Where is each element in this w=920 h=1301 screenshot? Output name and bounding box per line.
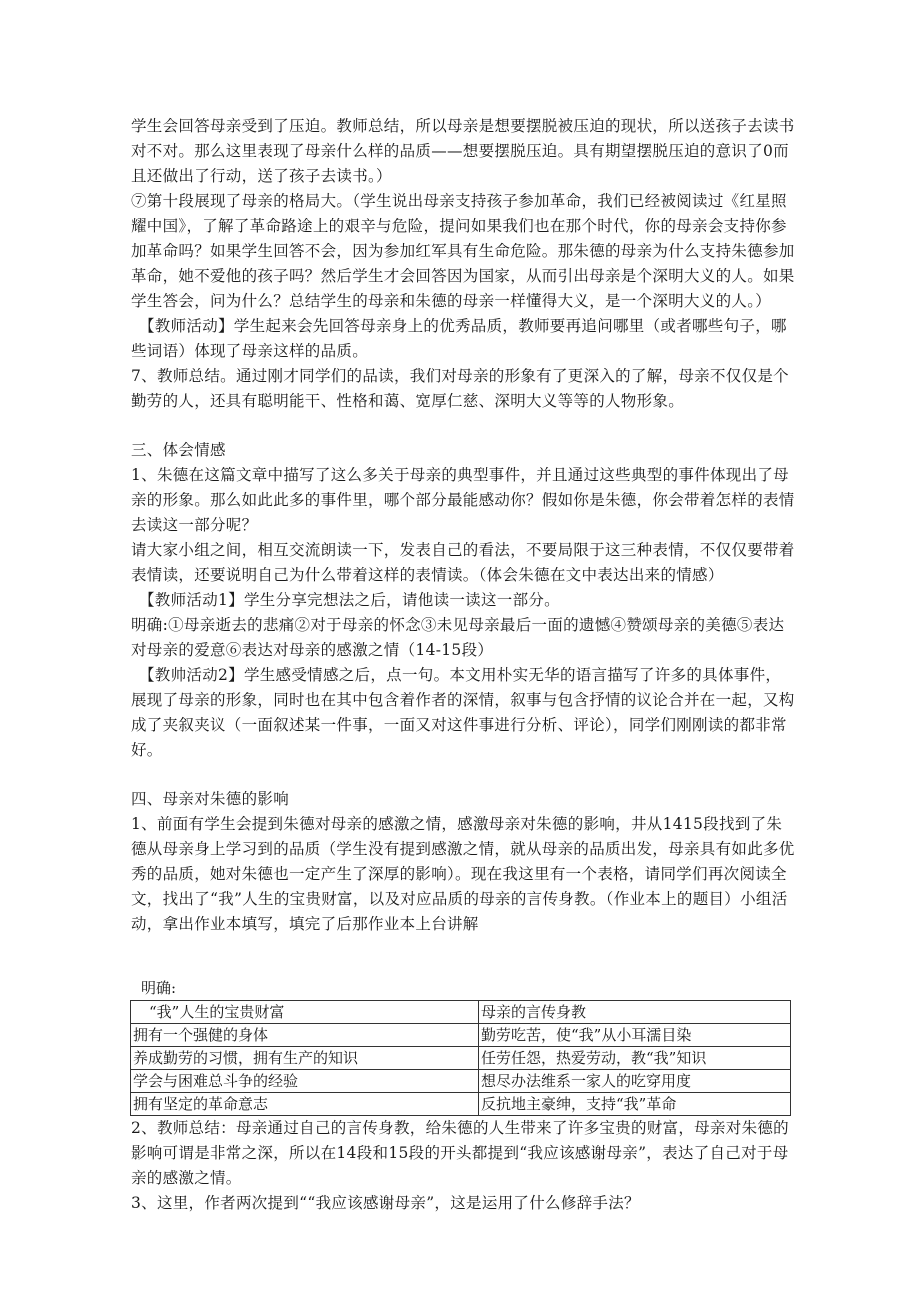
table-cell: 任劳任怨，热爱劳动，教“我”知识: [479, 1047, 791, 1070]
table-row: [131, 1093, 791, 1116]
spacer: [131, 937, 796, 961]
table-cell: 勤劳吃苦，使“我”从小耳濡目染: [479, 1024, 791, 1047]
table-cell: 反抗地主豪绅，支持“我”革命: [479, 1093, 791, 1116]
table-cell: 拥有坚定的革命意志: [131, 1093, 479, 1116]
paragraph: 1、朱德在这篇文章中描写了这么多关于母亲的典型事件，并且通过这些典型的事件体现出了母亲的形象。那么如此此多的事件里，哪个部分最能感动你？假如你是朱德，你会带着怎样的表情去读这一部分呢？: [131, 466, 795, 534]
table-header-cell: 母亲的言传身教: [479, 1001, 791, 1024]
paragraph: 【教师活动1】学生分享完想法之后，请他读一读这一部分。: [139, 591, 560, 609]
paragraph: 学生会回答母亲受到了压迫。教师总结，所以母亲是想要摆脱被压迫的现状，所以送孩子去读书对不对。那么这里表现了母亲什么样的品质——想要摆脱压迫。具有期望摆脱压迫的意识了0而且还做出了行动，送了孩子去读书。）: [131, 117, 795, 185]
table-cell: 拥有一个强健的身体: [131, 1024, 479, 1047]
paragraph: 2、教师总结：母亲通过自己的言传身教，给朱德的人生带来了许多宝贵的财富，母亲对朱德的影响可谓是非常之深，所以在14段和15段的开头都提到“我应该感谢母亲”，表达了自己对于母亲的感激之情。: [131, 1119, 789, 1187]
paragraph: 3、这里，作者两次提到““我应该感谢母亲”，这是运用了什么修辞手法？: [131, 1194, 640, 1212]
document-page: [131, 114, 796, 1216]
table-cell: 想尽办法维系一家人的吃穿用度: [479, 1070, 791, 1093]
table-row: [131, 1024, 791, 1047]
paragraph: 【教师活动】学生起来会先回答母亲身上的优秀品质，教师要再追问哪里（或者哪些句子，哪些词语）体现了母亲这样的品质。: [131, 317, 787, 360]
table-cell: 学会与困难总斗争的经验: [131, 1070, 479, 1093]
treasure-table: [130, 1000, 791, 1116]
table-header-cell: “我”人生的宝贵财富: [131, 1001, 479, 1024]
paragraph: 7、教师总结。通过刚才同学们的品读，我们对母亲的形象有了更深入的了解，母亲不仅仅是个勤劳的人，还具有聪明能干、性格和蔼、宽厚仁慈、深明大义等等的人物形象。: [131, 367, 789, 410]
table-header-row: [131, 1001, 791, 1024]
paragraph: 明确:①母亲逝去的悲痛②对于母亲的怀念③未见母亲最后一面的遗憾④赞颂母亲的美德⑤表达对母亲的爱意⑥表达对母亲的感激之情（14-15段）: [131, 616, 785, 659]
paragraph: ⑦第十段展现了母亲的格局大。（学生说出母亲支持孩子参加革命，我们已经被阅读过《红星照耀中国》，了解了革命路途上的艰辛与危险，提问如果我们也在那个时代，你的母亲会支持你参加革命吗？如果学生回答不会，因为参加红军具有生命危险。那朱德的母亲为什么支持朱德参加革命，她不爱他的孩子吗？然后学生才会回答因为国家，从而引出母亲是个深明大义的人。如果学生答会，问为什么？总结学生的母亲和朱德的母亲一样懂得大义，是一个深明大义的人。）: [131, 192, 795, 310]
paragraph: 请大家小组之间，相互交流朗读一下，发表自己的看法，不要局限于这三种表情，不仅仅要带着表情读，还要说明自己为什么带着这样的表情读。（体会朱德在文中表达出来的情感）: [131, 541, 795, 584]
paragraph: 【教帅活动2】学生感受情感之后，点一句。本文用朴实无华的语言描写了许多的具体事件，展现了母亲的形象，同时也在其中包含着作者的深情，叙事与包含抒情的议论合并在一起，又构成了夹叙夹议（一面叙述某一件事，一面又对这件事进行分析、评论），同学们刚刚读的都非常好。: [131, 666, 795, 759]
section-heading: 三、体会情感: [131, 441, 226, 459]
paragraph: 1、前面有学生会提到朱德对母亲的感激之情，感激母亲对朱德的影响，井从1415段找到了朱德从母亲身上学习到的品质（学生没有提到感激之情，就从母亲的品质出发，母亲具有如此多优秀的品质，她对朱德也一定产生了深厚的影响）。现在我这里有一个表格，请同学们再次阅读全文，找出了“我”人生的宝贵财富，以及对应品质的母亲的言传身教。（作业本上的题目）小组活动，拿出作业本填写，填完了后那作业本上台讲解: [131, 815, 795, 933]
table-row: [131, 1047, 791, 1070]
section-heading: 四、母亲对朱德的影响: [131, 790, 290, 808]
spacer: [131, 414, 796, 438]
table-label: 明确:: [141, 979, 177, 997]
spacer: [131, 763, 796, 787]
table-cell: 养成勤劳的习惯，拥有生产的知识: [131, 1047, 479, 1070]
table-row: [131, 1070, 791, 1093]
